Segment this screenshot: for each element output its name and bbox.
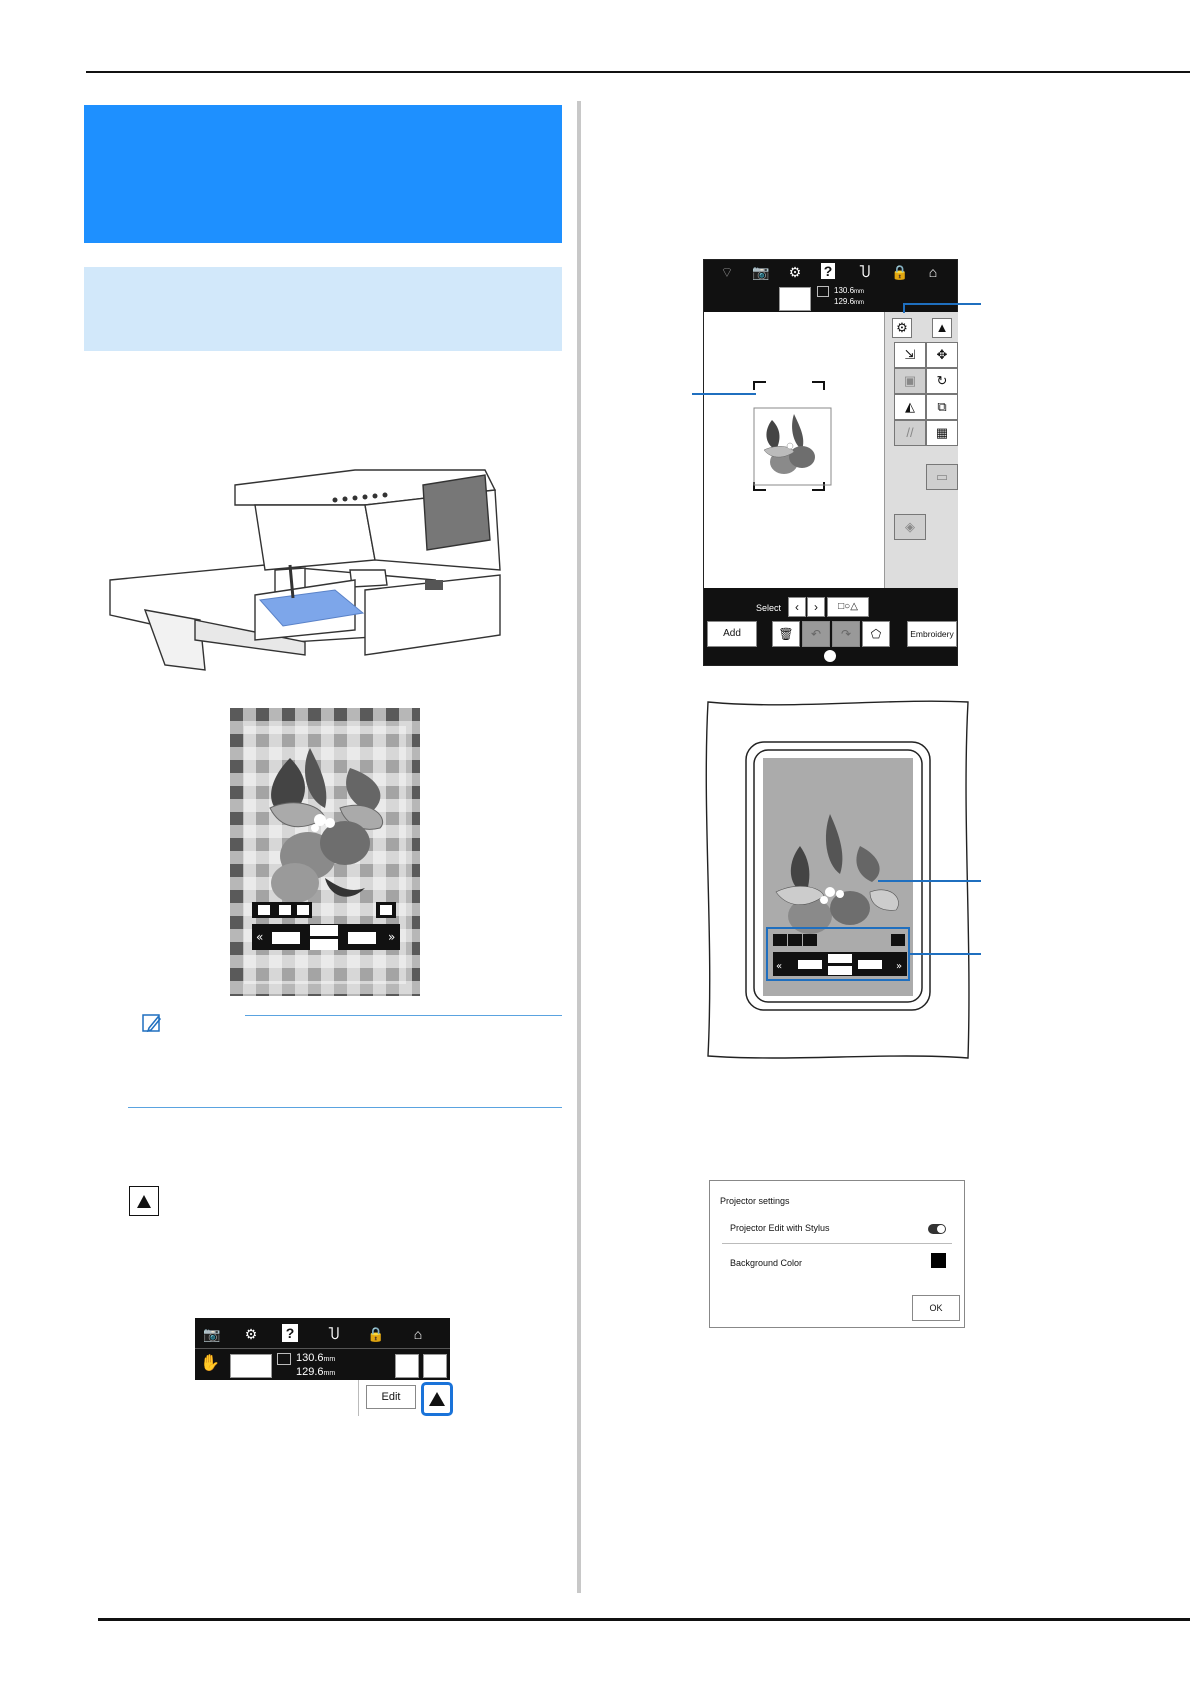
mirror-icon[interactable]: ◭ [894, 394, 926, 420]
size-icon [817, 286, 829, 297]
density-tool[interactable]: // [894, 420, 926, 446]
memo-pencil-icon [141, 1012, 163, 1034]
shape-select-button[interactable]: □○△ [827, 597, 869, 617]
projection-photo-left [230, 708, 420, 996]
svg-text:»: » [388, 930, 396, 944]
projector-button[interactable]: ▲ [932, 318, 952, 338]
home-screen-crop [195, 1318, 450, 1418]
edit-screen [703, 259, 958, 666]
camera-icon[interactable]: 📷 [752, 264, 770, 280]
hoop-size-icon[interactable] [230, 1354, 272, 1378]
dialog-title: Projector settings [720, 1196, 790, 1206]
wifi-icon: ⌔ [720, 264, 734, 280]
redo-icon[interactable]: ↷ [832, 621, 860, 647]
section-banner [84, 105, 562, 243]
callout-gear-tick [903, 303, 905, 313]
undo-icon[interactable]: ↶ [802, 621, 830, 647]
callout-gear [903, 303, 981, 305]
footer-rule [98, 1618, 1190, 1621]
select-prev-button[interactable]: ‹ [788, 597, 806, 617]
home-icon[interactable]: ⌂ [413, 1326, 423, 1342]
home-icon[interactable]: ⌂ [928, 264, 938, 280]
svg-text:»: » [896, 961, 903, 972]
projector-button[interactable] [421, 1382, 453, 1416]
help-icon[interactable]: ? [821, 263, 835, 279]
header-rule [86, 71, 1190, 73]
needle-icon[interactable]: Ⴎ [859, 264, 871, 280]
ok-button[interactable]: OK [912, 1295, 960, 1321]
column-divider [577, 101, 581, 1593]
edit-size-readout: 130.6mm 129.6mm [834, 286, 865, 306]
camera-scan-button[interactable] [395, 1354, 419, 1378]
background-color-swatch[interactable] [931, 1253, 946, 1268]
svg-text:«: « [256, 930, 264, 944]
size-readout: 130.6mm 129.6mm [296, 1352, 336, 1378]
callout-pattern [878, 880, 981, 882]
group-tool[interactable]: ▣ [894, 368, 926, 394]
color-sort-tool[interactable]: ▦ [926, 420, 958, 446]
toolbar-divider [195, 1348, 450, 1349]
projector-button-icon [129, 1186, 159, 1216]
gear-icon[interactable]: ⚙ [244, 1326, 258, 1342]
panel-divider [358, 1380, 359, 1416]
callout-design [692, 393, 756, 395]
rotate-icon[interactable]: ↻ [926, 368, 958, 394]
stitch-button[interactable] [423, 1354, 447, 1378]
trash-icon[interactable]: 🗑 [772, 621, 800, 647]
resize-tool[interactable]: ⇲ [894, 342, 926, 368]
projector-settings-dialog [709, 1180, 965, 1328]
outline-tool[interactable]: ⬠ [862, 621, 890, 647]
duplicate-tool[interactable]: ⧉ [926, 394, 958, 420]
stylus-edit-label: Projector Edit with Stylus [730, 1223, 830, 1233]
gear-icon[interactable]: ⚙ [788, 264, 802, 280]
camera-icon[interactable]: 📷 [203, 1326, 221, 1342]
hoop-size-icon[interactable] [779, 287, 811, 311]
add-button[interactable]: Add [707, 621, 757, 647]
memo-top-line [245, 1015, 562, 1016]
select-next-button[interactable]: › [807, 597, 825, 617]
select-label: Select [756, 603, 782, 613]
needle-icon[interactable]: Ⴎ [328, 1326, 340, 1342]
embroidery-machine-illustration [105, 430, 545, 685]
edit-button[interactable]: Edit [366, 1385, 416, 1409]
embroidery-button[interactable]: Embroidery [907, 621, 957, 647]
edit-canvas[interactable] [704, 312, 884, 588]
callout-controls [909, 953, 981, 955]
memo-bottom-line [128, 1107, 562, 1108]
dialog-divider [722, 1243, 952, 1244]
move-icon[interactable]: ✥ [926, 342, 958, 368]
settings-gear-button[interactable]: ⚙ [892, 318, 912, 338]
hand-icon[interactable]: ✋ [200, 1355, 220, 1372]
subsection-banner [84, 267, 562, 351]
clock-icon [824, 650, 836, 662]
help-icon[interactable]: ? [282, 1324, 298, 1342]
applique-tool[interactable]: ▭ [926, 464, 958, 490]
toggle-icon[interactable] [928, 1224, 946, 1234]
multicolor-tool[interactable]: ◈ [894, 514, 926, 540]
lock-icon[interactable]: 🔒 [367, 1326, 385, 1342]
lock-icon[interactable]: 🔒 [891, 264, 909, 280]
size-icon [277, 1353, 291, 1365]
svg-text:«: « [776, 961, 783, 972]
background-color-label: Background Color [730, 1258, 803, 1268]
